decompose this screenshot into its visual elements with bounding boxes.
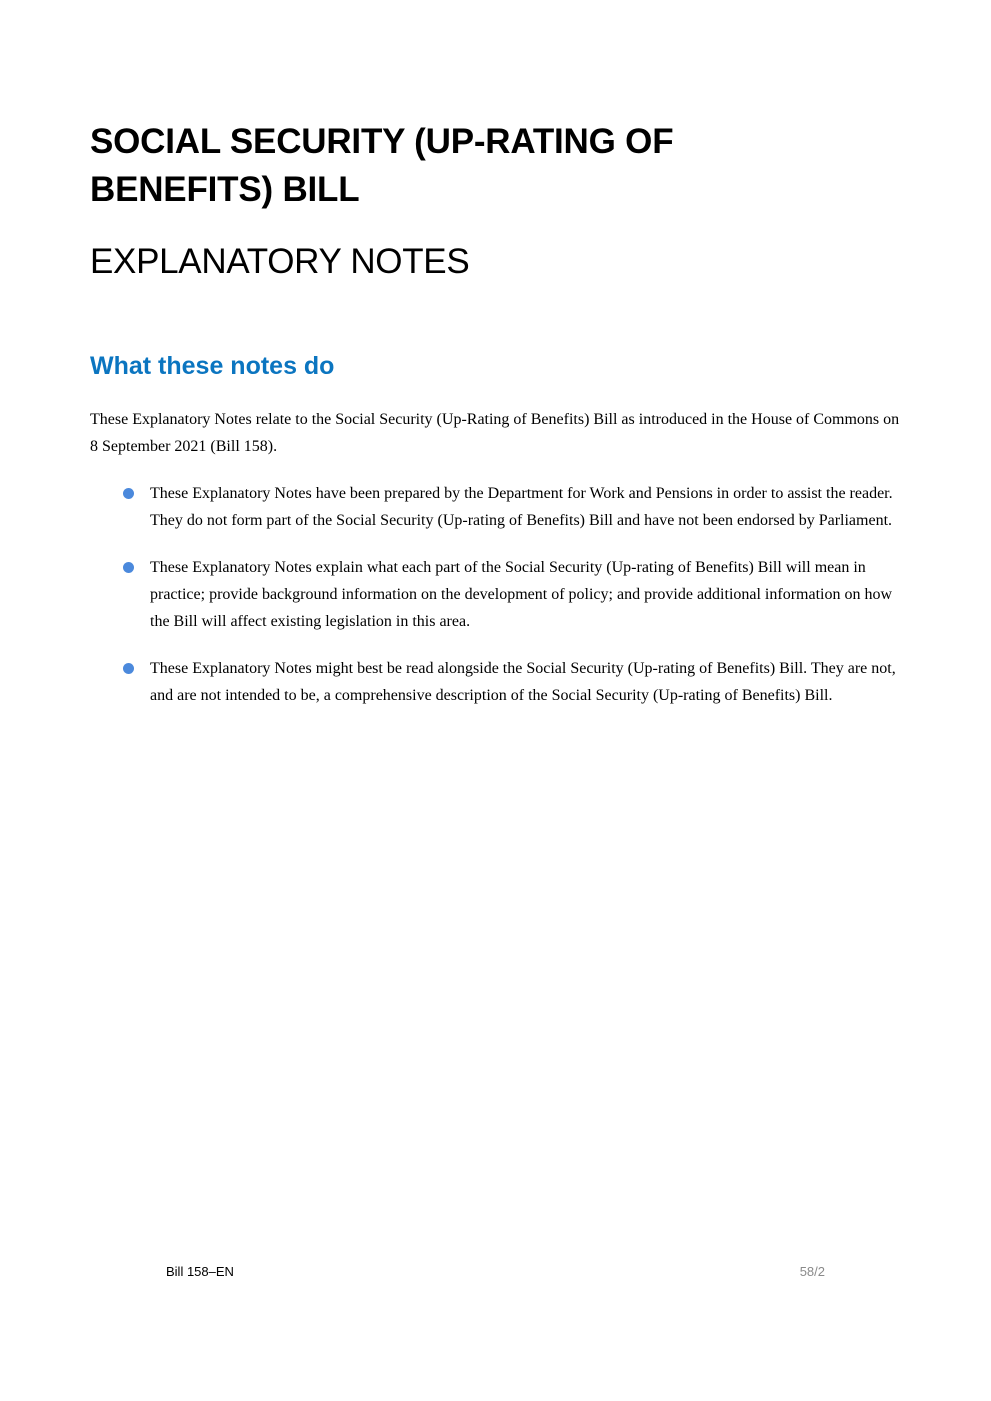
document-subtitle: EXPLANATORY NOTES — [90, 242, 470, 281]
bullet-dot-icon — [123, 562, 134, 573]
list-item-text: These Explanatory Notes have been prepared by the Department for Work and Pensions in order to assist the reader. They do not form part of the Social Security (Up-rating of Benefits) Bill and have not been endorsed by Parliament. — [150, 485, 893, 529]
list-item — [90, 480, 900, 534]
list-item-text: These Explanatory Notes might best be read alongside the Social Security (Up-rating of Benefits) Bill. They are not, and are not intended to be, a comprehensive description of the Social Security (Up-rating of Benefits) Bill. — [150, 660, 896, 704]
footer-bill-reference: Bill 158–EN — [166, 1264, 234, 1279]
bullet-dot-icon — [123, 663, 134, 674]
document-title: SOCIAL SECURITY (UP-RATING OF BENEFITS) BILL — [90, 122, 674, 209]
footer-page-reference: 58/2 — [799, 1264, 825, 1279]
bullet-dot-icon — [123, 488, 134, 499]
section-heading: What these notes do — [90, 352, 335, 380]
list-item — [90, 554, 900, 635]
intro-paragraph: These Explanatory Notes relate to the Social Security (Up-Rating of Benefits) Bill as introduced in the House of Commons on 8 September 2021 (Bill 158). — [90, 411, 900, 455]
list-item-text: These Explanatory Notes explain what each part of the Social Security (Up-rating of Benefits) Bill will mean in practice; provide background information on the development of policy; and provide additional information on how the Bill will affect existing legislation in this area. — [150, 559, 893, 630]
notes-bullet-list — [90, 480, 900, 729]
list-item — [90, 655, 900, 709]
